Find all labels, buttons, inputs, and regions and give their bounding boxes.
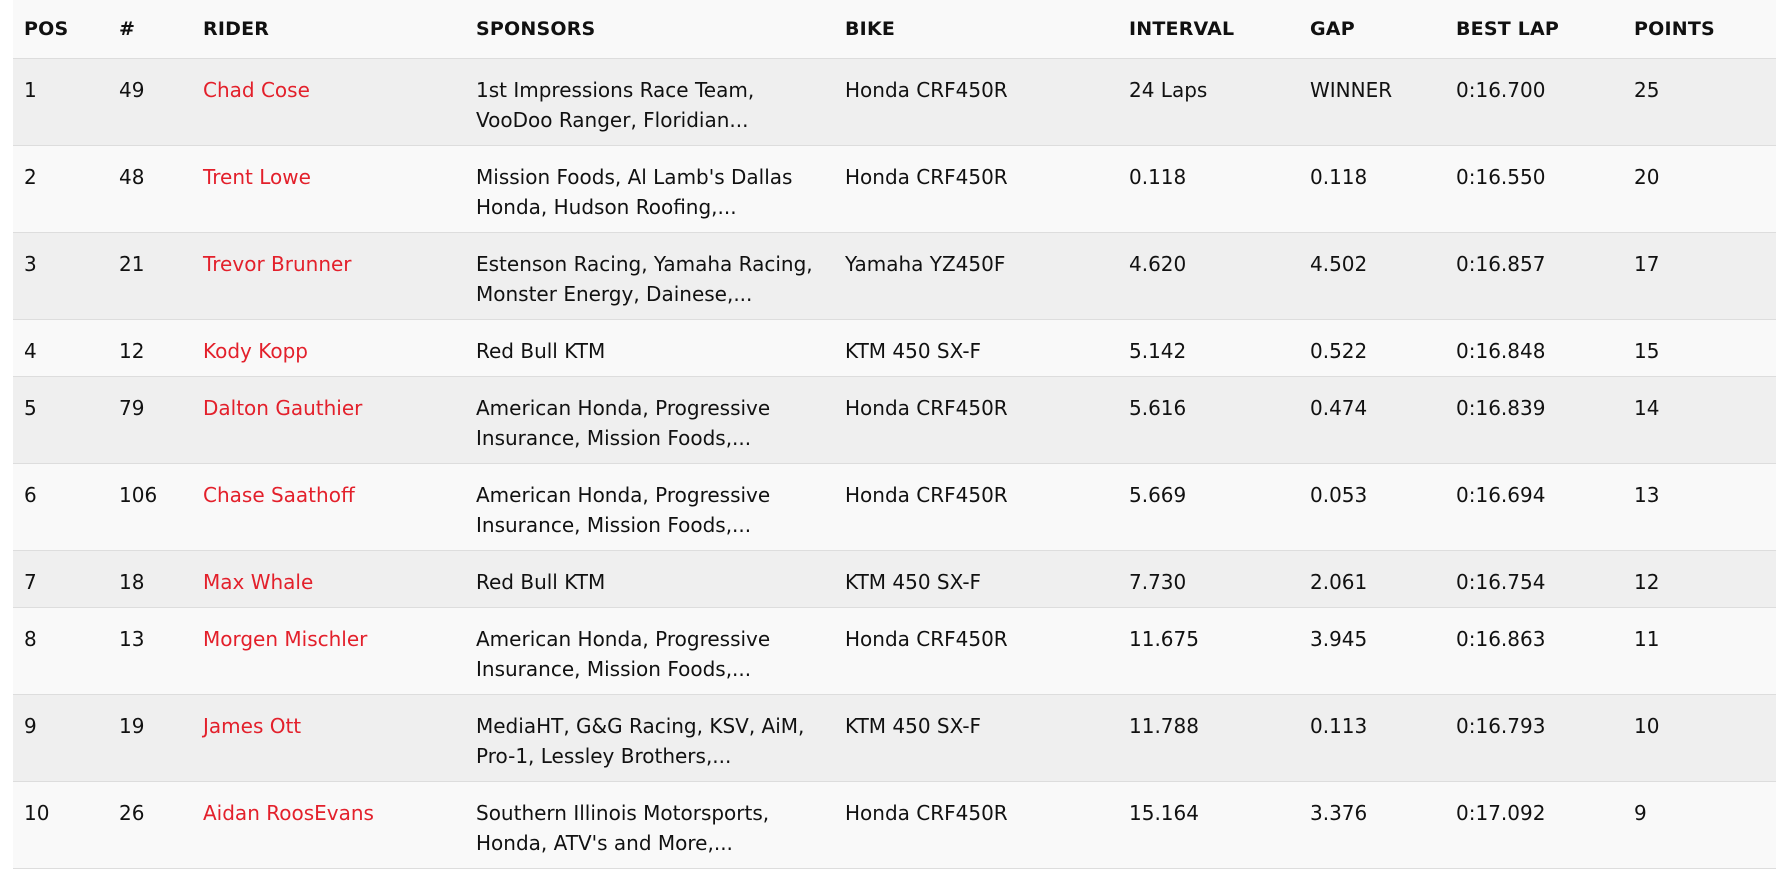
header-row	[13, 0, 1776, 59]
cell-sponsors	[465, 551, 834, 608]
cell-sponsors	[465, 782, 834, 869]
cell-best-lap: 0:16.863	[1445, 608, 1623, 695]
cell-interval: 0.118	[1118, 146, 1299, 233]
cell-rider	[192, 608, 465, 695]
rider-link[interactable]: Chase Saathoff	[203, 483, 355, 507]
cell-best-lap: 0:16.694	[1445, 464, 1623, 551]
cell-number: 79	[108, 377, 192, 464]
cell-gap: 2.061	[1299, 551, 1445, 608]
cell-bike: Honda CRF450R	[834, 464, 1118, 551]
sponsors-text: Red Bull KTM	[476, 570, 606, 594]
cell-pos: 9	[13, 695, 108, 782]
cell-rider	[192, 551, 465, 608]
rider-link[interactable]: Chad Cose	[203, 78, 310, 102]
cell-points: 12	[1623, 551, 1776, 608]
sponsors-text: Red Bull KTM	[476, 339, 606, 363]
cell-points: 11	[1623, 608, 1776, 695]
cell-points: 14	[1623, 377, 1776, 464]
sponsors-text: Southern Illinois Motorsports, Honda, ATV's and More,...	[476, 801, 770, 855]
cell-bike: Yamaha YZ450F	[834, 233, 1118, 320]
table-row	[13, 464, 1776, 551]
cell-number: 106	[108, 464, 192, 551]
cell-bike: Honda CRF450R	[834, 146, 1118, 233]
cell-interval: 5.616	[1118, 377, 1299, 464]
cell-rider	[192, 146, 465, 233]
cell-best-lap: 0:16.793	[1445, 695, 1623, 782]
cell-rider	[192, 695, 465, 782]
cell-points: 13	[1623, 464, 1776, 551]
cell-best-lap: 0:17.092	[1445, 782, 1623, 869]
cell-gap: 0.113	[1299, 695, 1445, 782]
cell-bike: Honda CRF450R	[834, 377, 1118, 464]
sponsors-text: 1st Impressions Race Team, VooDoo Ranger, Floridian...	[476, 78, 755, 132]
header-bike[interactable]: BIKE	[834, 0, 1118, 59]
sponsors-text: American Honda, Progressive Insurance, Mission Foods,...	[476, 483, 771, 537]
cell-rider	[192, 464, 465, 551]
table-row	[13, 695, 1776, 782]
cell-pos: 4	[13, 320, 108, 377]
cell-rider	[192, 782, 465, 869]
cell-interval: 11.788	[1118, 695, 1299, 782]
header-best-lap[interactable]: BEST LAP	[1445, 0, 1623, 59]
rider-link[interactable]: Kody Kopp	[203, 339, 308, 363]
cell-bike: KTM 450 SX-F	[834, 551, 1118, 608]
table-row	[13, 233, 1776, 320]
cell-sponsors	[465, 59, 834, 146]
cell-points: 25	[1623, 59, 1776, 146]
cell-gap: 4.502	[1299, 233, 1445, 320]
cell-number: 26	[108, 782, 192, 869]
cell-points: 10	[1623, 695, 1776, 782]
table-row	[13, 377, 1776, 464]
cell-pos: 3	[13, 233, 108, 320]
rider-link[interactable]: Dalton Gauthier	[203, 396, 363, 420]
table-row	[13, 551, 1776, 608]
cell-interval: 7.730	[1118, 551, 1299, 608]
cell-number: 19	[108, 695, 192, 782]
cell-interval: 11.675	[1118, 608, 1299, 695]
cell-bike: Honda CRF450R	[834, 782, 1118, 869]
header-points[interactable]: POINTS	[1623, 0, 1776, 59]
cell-bike: KTM 450 SX-F	[834, 695, 1118, 782]
sponsors-text: MediaHT, G&G Racing, KSV, AiM, Pro-1, Lessley Brothers,...	[476, 714, 805, 768]
cell-rider	[192, 320, 465, 377]
cell-rider	[192, 59, 465, 146]
cell-sponsors	[465, 608, 834, 695]
cell-rider	[192, 377, 465, 464]
table-body	[13, 59, 1776, 869]
header-gap[interactable]: GAP	[1299, 0, 1445, 59]
cell-best-lap: 0:16.754	[1445, 551, 1623, 608]
cell-bike: Honda CRF450R	[834, 59, 1118, 146]
cell-pos: 5	[13, 377, 108, 464]
cell-best-lap: 0:16.839	[1445, 377, 1623, 464]
cell-interval: 5.669	[1118, 464, 1299, 551]
cell-best-lap: 0:16.848	[1445, 320, 1623, 377]
table-row	[13, 782, 1776, 869]
cell-interval: 15.164	[1118, 782, 1299, 869]
cell-gap: 3.945	[1299, 608, 1445, 695]
cell-points: 17	[1623, 233, 1776, 320]
cell-sponsors	[465, 320, 834, 377]
table-header	[13, 0, 1776, 59]
cell-number: 13	[108, 608, 192, 695]
cell-number: 12	[108, 320, 192, 377]
table-row	[13, 59, 1776, 146]
cell-gap: 0.118	[1299, 146, 1445, 233]
rider-link[interactable]: James Ott	[203, 714, 302, 738]
table-row	[13, 146, 1776, 233]
cell-points: 15	[1623, 320, 1776, 377]
cell-sponsors	[465, 695, 834, 782]
cell-best-lap: 0:16.857	[1445, 233, 1623, 320]
cell-pos: 6	[13, 464, 108, 551]
cell-best-lap: 0:16.700	[1445, 59, 1623, 146]
cell-sponsors	[465, 464, 834, 551]
cell-rider	[192, 233, 465, 320]
cell-sponsors	[465, 377, 834, 464]
cell-points: 9	[1623, 782, 1776, 869]
cell-pos: 1	[13, 59, 108, 146]
sponsors-text: Estenson Racing, Yamaha Racing, Monster Energy, Dainese,...	[476, 252, 813, 306]
cell-gap: 0.522	[1299, 320, 1445, 377]
rider-link[interactable]: Trent Lowe	[203, 165, 311, 189]
table-row	[13, 320, 1776, 377]
cell-number: 48	[108, 146, 192, 233]
header-pos[interactable]: POS	[13, 0, 108, 59]
rider-link[interactable]: Trevor Brunner	[203, 252, 352, 276]
header-interval[interactable]: INTERVAL	[1118, 0, 1299, 59]
cell-bike: Honda CRF450R	[834, 608, 1118, 695]
cell-number: 49	[108, 59, 192, 146]
cell-gap: 3.376	[1299, 782, 1445, 869]
cell-interval: 4.620	[1118, 233, 1299, 320]
cell-pos: 2	[13, 146, 108, 233]
cell-sponsors	[465, 233, 834, 320]
cell-number: 18	[108, 551, 192, 608]
rider-link[interactable]: Morgen Mischler	[203, 627, 368, 651]
cell-interval: 5.142	[1118, 320, 1299, 377]
race-results-table	[13, 0, 1776, 869]
rider-link[interactable]: Aidan RoosEvans	[203, 801, 374, 825]
cell-gap: WINNER	[1299, 59, 1445, 146]
header-number[interactable]: #	[108, 0, 192, 59]
rider-link[interactable]: Max Whale	[203, 570, 314, 594]
cell-gap: 0.053	[1299, 464, 1445, 551]
cell-points: 20	[1623, 146, 1776, 233]
header-sponsors[interactable]: SPONSORS	[465, 0, 834, 59]
cell-sponsors	[465, 146, 834, 233]
sponsors-text: American Honda, Progressive Insurance, Mission Foods,...	[476, 396, 771, 450]
cell-gap: 0.474	[1299, 377, 1445, 464]
sponsors-text: American Honda, Progressive Insurance, Mission Foods,...	[476, 627, 771, 681]
cell-bike: KTM 450 SX-F	[834, 320, 1118, 377]
table-row	[13, 608, 1776, 695]
cell-best-lap: 0:16.550	[1445, 146, 1623, 233]
cell-pos: 8	[13, 608, 108, 695]
cell-number: 21	[108, 233, 192, 320]
header-rider[interactable]: RIDER	[192, 0, 465, 59]
cell-pos: 10	[13, 782, 108, 869]
cell-interval: 24 Laps	[1118, 59, 1299, 146]
sponsors-text: Mission Foods, Al Lamb's Dallas Honda, Hudson Roofing,...	[476, 165, 793, 219]
cell-pos: 7	[13, 551, 108, 608]
